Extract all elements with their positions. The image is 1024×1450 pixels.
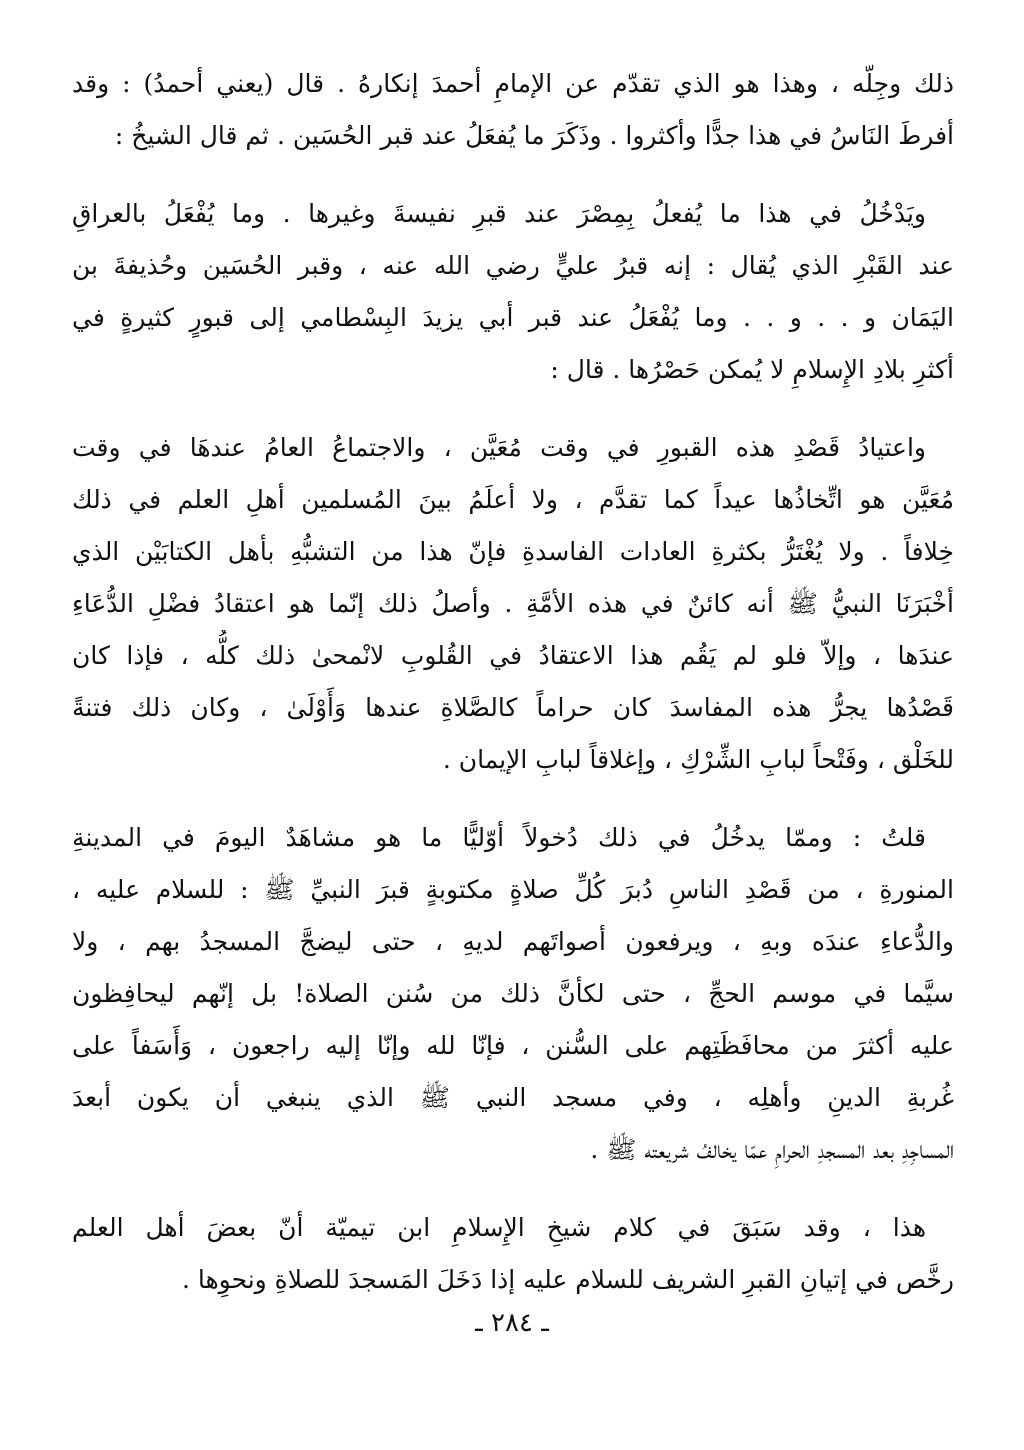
- text-line: أخْبَرَنَا النبيُّ ﷺ أنه كائنٌ في هذه الأمَّةِ . وأصلُ ذلك إنّما هو اعتقادُ فضْلِ الدُّعَاءِ: [72, 589, 954, 618]
- text-line: غُربةِ الدينِ وأهلِه ، وفي مسجد النبي ﷺ الذي ينبغي أن يكون أبعدَ: [72, 1083, 954, 1112]
- text-line: رخَّص في إتيانِ القبرِ الشريف للسلام عليه إذا دَخَلَ المَسجدَ للصلاةِ ونحوِها .: [181, 1265, 954, 1294]
- paragraph-3: [72, 422, 954, 786]
- page-number: ـ ٢٨٤ ـ: [475, 1308, 549, 1338]
- text-line: المنورةِ ، من قَصْدِ الناسِ دُبرَ كُلِّ صلاةٍ مكتوبةٍ قبرَ النبيِّ ﷺ : للسلام عليه ،: [72, 875, 954, 904]
- text-line: والدُّعاءِ عندَه وبهِ ، ويرفعون أصواتَهم لديهِ ، حتى ليضجَّ المسجدُ بهم ، ولا: [72, 927, 954, 956]
- text-line: قلتُ : وممّا يدخُلُ في ذلك دُخولاً أوّليًّا ما هو مشاهَدٌ اليومَ في المدينةِ: [72, 823, 926, 852]
- text-line: أكثرِ بلادِ الإِسلامِ لا يُمكن حَصْرُها . قال :: [550, 355, 954, 384]
- text-line: عند القَبْرِ الذي يُقال : إنه قبرُ عليٍّ رضي الله عنه ، وقبر الحُسَين وحُذيفةَ بن: [72, 251, 954, 280]
- text-line: اليَمَان و . . و . . وما يُفْعَلُ عند قبر أبي يزيدَ البِسْطامي إلى قبورٍ كثيرةٍ في: [72, 303, 954, 332]
- text-line: عندَها ، وإلاّ فلو لم يَقُم هذا الاعتقادُ في القُلوبِ لانْمحىٰ ذلك كلُّه ، فإذا كان: [72, 641, 954, 670]
- text-line: خِلافاً . ولا يُغْتَرُّ بكثرةِ العادات الفاسدةِ فإنّ هذا من التشبُّهِ بأهل الكتابَيْن الذي: [72, 537, 954, 566]
- text-line: قَصْدُها يجرُّ هذه المفاسدَ كان حراماً كالصَّلاةِ عندها وَأَوْلَىٰ ، وكان ذلك فتنةً: [72, 693, 954, 722]
- text-line: ويَدْخُلُ في هذا ما يُفعلُ بِمِصْرَ عند قبرِ نفيسةَ وغيرها . وما يُفْعَلُ بالعراقِ: [72, 199, 926, 228]
- text-line: عليه أكثرَ من محافَظَتِهم على السُّنن ، فإنّا لله وإنّا إليه راجعون ، وَأَسَفاً على: [72, 1031, 954, 1060]
- paragraph-4: [72, 812, 954, 1176]
- text-line: ذلك وجِلّه ، وهذا هو الذي تقدّم عن الإمامِ أحمدَ إنكارهُ . قال (يعني أحمدُ) : وقد: [72, 69, 954, 98]
- document-body: [72, 58, 954, 1332]
- text-line: هذا ، وقد سَبَقَ في كلام شيخِ الإِسلامِ ابن تيميّة أنّ بعضَ أهل العلم: [72, 1213, 926, 1242]
- text-line: مُعَيَّن هو اتِّخاذُها عيداً كما تقدَّم ، ولا أعلَمُ بينَ المُسلمين أهلِ العلم في ذلك: [72, 485, 954, 514]
- text-line: للخَلْق ، وفَتْحاً لبابِ الشِّرْكِ ، وإغلاقاً لبابِ الإيمان .: [442, 745, 954, 774]
- paragraph-5: [72, 1202, 954, 1306]
- text-line: أفرطَ النَاسُ في هذا جدًّا وأكثروا . وذَكَرَ ما يُفعَلُ عند قبر الحُسَين . ثم قال الشيخُ :: [114, 121, 954, 150]
- paragraph-2: [72, 188, 954, 396]
- paragraph-1: [72, 58, 954, 162]
- text-line: سيَّما في موسم الحجِّ ، حتى لكأنَّ ذلك من سُنن الصلاة! بل إنّهم ليحافِظون: [72, 979, 954, 1008]
- text-line: المساجِدِ بعد المسجدِ الحرامِ عمّا يخالفُ شريعته ﷺ .: [590, 1135, 954, 1164]
- text-line: واعتيادُ قَصْدِ هذه القبورِ في وقت مُعَيَّن ، والاجتماعُ العامُ عندهَا في وقت: [72, 433, 926, 462]
